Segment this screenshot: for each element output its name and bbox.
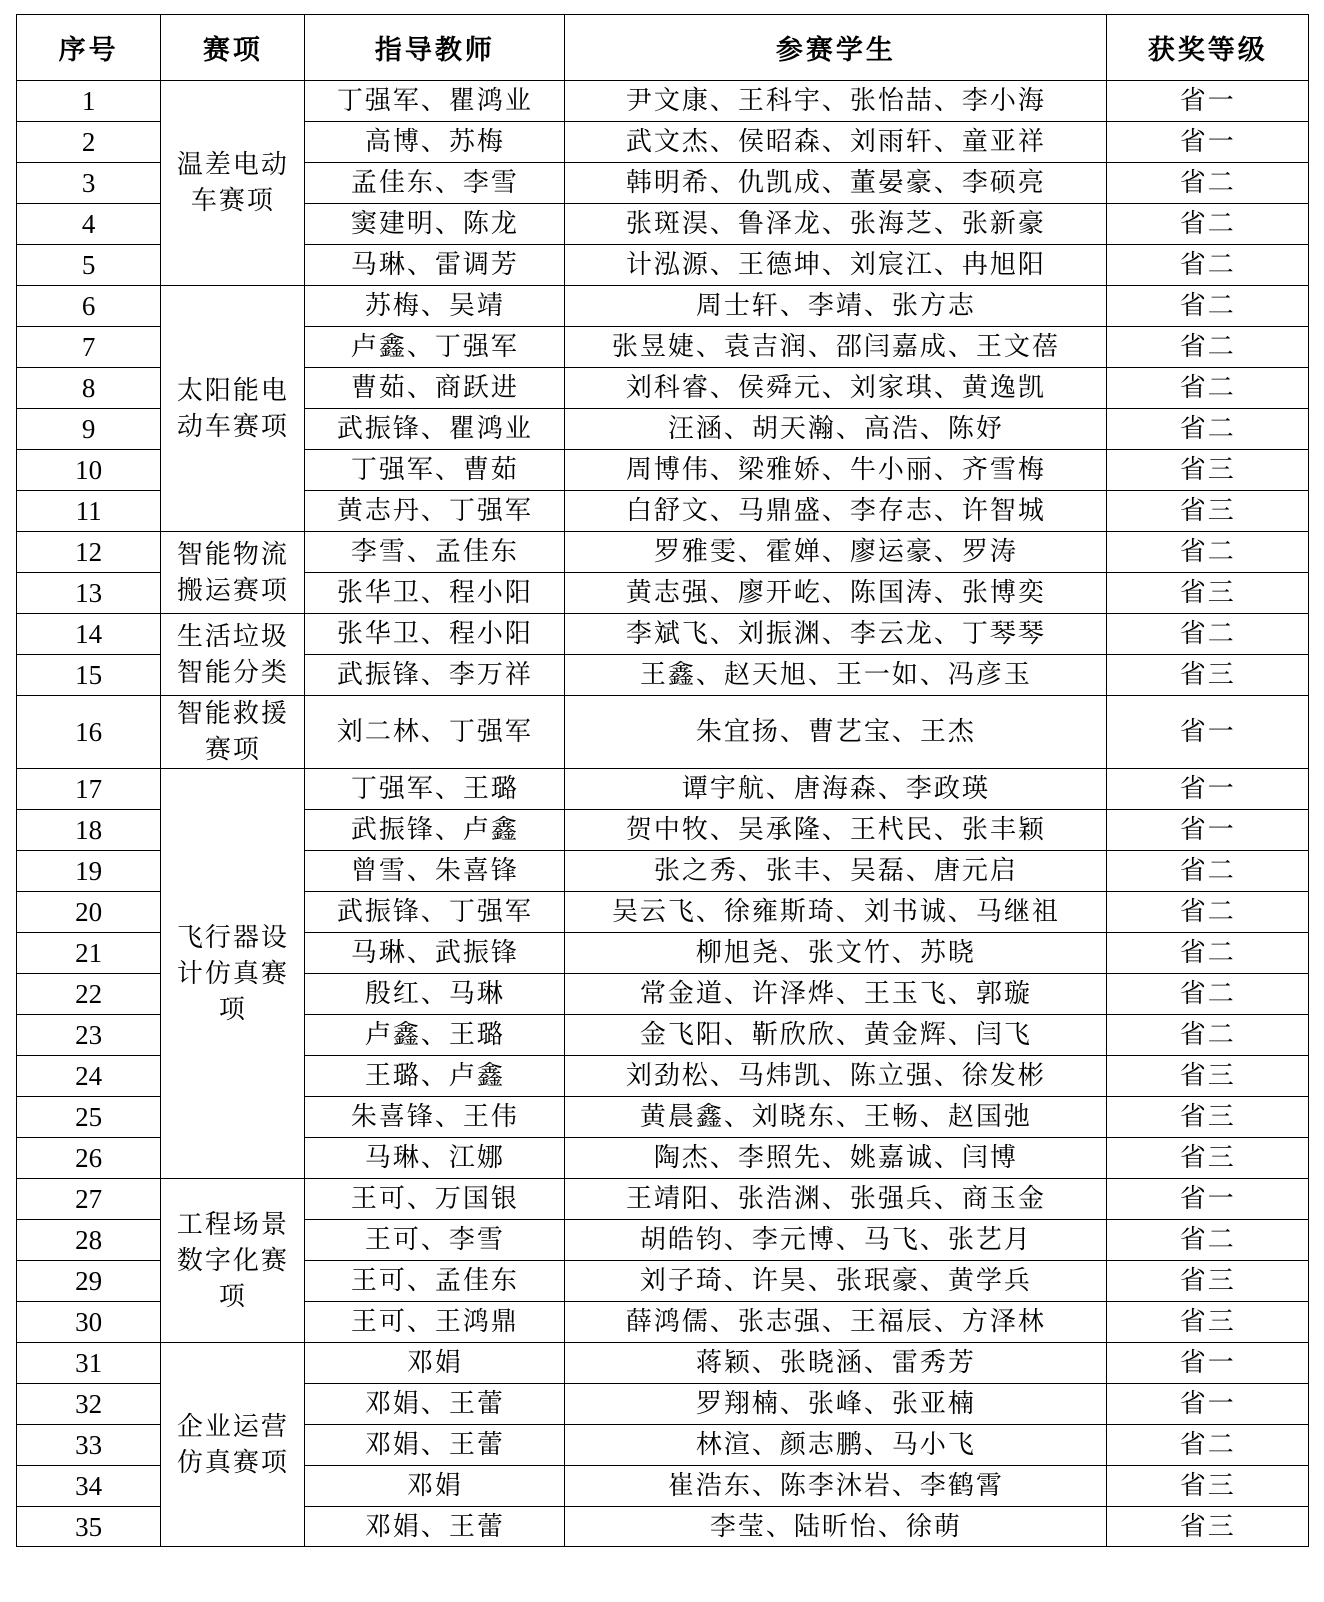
cell-award: 省三 — [1107, 450, 1309, 491]
cell-award: 省二 — [1107, 1220, 1309, 1261]
cell-no: 18 — [17, 810, 161, 851]
cell-students: 崔浩东、陈李沐岩、李鹤霄 — [565, 1466, 1107, 1507]
cell-event: 温差电动车赛项 — [161, 81, 305, 286]
cell-teacher: 张华卫、程小阳 — [305, 573, 565, 614]
cell-students: 李莹、陆昕怡、徐萌 — [565, 1507, 1107, 1547]
cell-no: 13 — [17, 573, 161, 614]
cell-award: 省一 — [1107, 1179, 1309, 1220]
table-row — [17, 1343, 1309, 1384]
award-table — [16, 14, 1309, 1547]
cell-event: 飞行器设计仿真赛项 — [161, 769, 305, 1179]
header-students: 参赛学生 — [565, 15, 1107, 81]
cell-no: 33 — [17, 1425, 161, 1466]
cell-no: 17 — [17, 769, 161, 810]
cell-award: 省三 — [1107, 1302, 1309, 1343]
cell-award: 省一 — [1107, 769, 1309, 810]
cell-teacher: 邓娟、王蕾 — [305, 1384, 565, 1425]
cell-no: 2 — [17, 122, 161, 163]
cell-teacher: 邓娟 — [305, 1466, 565, 1507]
table-row — [17, 286, 1309, 327]
cell-no: 25 — [17, 1097, 161, 1138]
cell-no: 6 — [17, 286, 161, 327]
cell-teacher: 张华卫、程小阳 — [305, 614, 565, 655]
cell-students: 罗翔楠、张峰、张亚楠 — [565, 1384, 1107, 1425]
cell-award: 省一 — [1107, 1343, 1309, 1384]
cell-students: 黄志强、廖开屹、陈国涛、张博奕 — [565, 573, 1107, 614]
cell-teacher: 丁强军、王璐 — [305, 769, 565, 810]
table-body — [17, 81, 1309, 1547]
table-row — [17, 614, 1309, 655]
cell-teacher: 王可、李雪 — [305, 1220, 565, 1261]
cell-award: 省一 — [1107, 122, 1309, 163]
cell-teacher: 武振锋、李万祥 — [305, 655, 565, 696]
cell-teacher: 刘二林、丁强军 — [305, 696, 565, 769]
cell-award: 省二 — [1107, 368, 1309, 409]
cell-no: 3 — [17, 163, 161, 204]
cell-students: 罗雅雯、霍婵、廖运豪、罗涛 — [565, 532, 1107, 573]
cell-teacher: 马琳、雷调芳 — [305, 245, 565, 286]
cell-students: 周博伟、梁雅娇、牛小丽、齐雪梅 — [565, 450, 1107, 491]
table-row — [17, 81, 1309, 122]
cell-students: 蒋颖、张晓涵、雷秀芳 — [565, 1343, 1107, 1384]
cell-teacher: 苏梅、吴靖 — [305, 286, 565, 327]
cell-teacher: 丁强军、瞿鸿业 — [305, 81, 565, 122]
cell-award: 省三 — [1107, 655, 1309, 696]
cell-no: 12 — [17, 532, 161, 573]
cell-teacher: 曾雪、朱喜锋 — [305, 851, 565, 892]
cell-no: 19 — [17, 851, 161, 892]
table-row — [17, 769, 1309, 810]
cell-no: 30 — [17, 1302, 161, 1343]
cell-teacher: 朱喜锋、王伟 — [305, 1097, 565, 1138]
cell-no: 4 — [17, 204, 161, 245]
cell-students: 武文杰、侯昭森、刘雨轩、童亚祥 — [565, 122, 1107, 163]
cell-students: 计泓源、王德坤、刘宸江、冉旭阳 — [565, 245, 1107, 286]
cell-students: 朱宜扬、曹艺宝、王杰 — [565, 696, 1107, 769]
cell-teacher: 王璐、卢鑫 — [305, 1056, 565, 1097]
cell-teacher: 高博、苏梅 — [305, 122, 565, 163]
cell-no: 15 — [17, 655, 161, 696]
cell-no: 8 — [17, 368, 161, 409]
table-row — [17, 1179, 1309, 1220]
cell-award: 省二 — [1107, 851, 1309, 892]
cell-award: 省一 — [1107, 810, 1309, 851]
cell-teacher: 马琳、武振锋 — [305, 933, 565, 974]
cell-teacher: 卢鑫、丁强军 — [305, 327, 565, 368]
table-row — [17, 696, 1309, 769]
cell-teacher: 武振锋、丁强军 — [305, 892, 565, 933]
cell-teacher: 王可、王鸿鼎 — [305, 1302, 565, 1343]
cell-award: 省二 — [1107, 974, 1309, 1015]
cell-teacher: 王可、孟佳东 — [305, 1261, 565, 1302]
cell-no: 7 — [17, 327, 161, 368]
cell-teacher: 李雪、孟佳东 — [305, 532, 565, 573]
header-award: 获奖等级 — [1107, 15, 1309, 81]
cell-no: 26 — [17, 1138, 161, 1179]
cell-teacher: 曹茹、商跃进 — [305, 368, 565, 409]
cell-no: 11 — [17, 491, 161, 532]
cell-teacher: 邓娟、王蕾 — [305, 1425, 565, 1466]
cell-award: 省二 — [1107, 204, 1309, 245]
cell-students: 韩明希、仇凯成、董晏豪、李硕亮 — [565, 163, 1107, 204]
cell-students: 柳旭尧、张文竹、苏晓 — [565, 933, 1107, 974]
cell-students: 李斌飞、刘振渊、李云龙、丁琴琴 — [565, 614, 1107, 655]
cell-students: 王鑫、赵天旭、王一如、冯彦玉 — [565, 655, 1107, 696]
cell-award: 省二 — [1107, 933, 1309, 974]
cell-no: 23 — [17, 1015, 161, 1056]
cell-award: 省三 — [1107, 1138, 1309, 1179]
cell-no: 14 — [17, 614, 161, 655]
cell-no: 24 — [17, 1056, 161, 1097]
cell-no: 10 — [17, 450, 161, 491]
cell-no: 5 — [17, 245, 161, 286]
cell-students: 贺中牧、吴承隆、王杙民、张丰颖 — [565, 810, 1107, 851]
cell-award: 省一 — [1107, 1384, 1309, 1425]
cell-teacher: 丁强军、曹茹 — [305, 450, 565, 491]
cell-award: 省二 — [1107, 245, 1309, 286]
cell-no: 1 — [17, 81, 161, 122]
cell-students: 黄晨鑫、刘晓东、王畅、赵国弛 — [565, 1097, 1107, 1138]
cell-teacher: 殷红、马琳 — [305, 974, 565, 1015]
cell-students: 张之秀、张丰、吴磊、唐元启 — [565, 851, 1107, 892]
cell-students: 胡皓钧、李元博、马飞、张艺月 — [565, 1220, 1107, 1261]
header-row — [17, 15, 1309, 81]
cell-award: 省三 — [1107, 1261, 1309, 1302]
cell-no: 28 — [17, 1220, 161, 1261]
cell-students: 谭宇航、唐海森、李政瑛 — [565, 769, 1107, 810]
cell-teacher: 马琳、江娜 — [305, 1138, 565, 1179]
cell-event: 企业运营仿真赛项 — [161, 1343, 305, 1547]
cell-no: 22 — [17, 974, 161, 1015]
cell-students: 张昱婕、袁吉润、邵闫嘉成、王文蓓 — [565, 327, 1107, 368]
cell-students: 陶杰、李照先、姚嘉诚、闫博 — [565, 1138, 1107, 1179]
cell-award: 省二 — [1107, 327, 1309, 368]
cell-event: 生活垃圾智能分类 — [161, 614, 305, 696]
cell-award: 省二 — [1107, 1425, 1309, 1466]
cell-students: 刘子琦、许昊、张珉豪、黄学兵 — [565, 1261, 1107, 1302]
cell-no: 35 — [17, 1507, 161, 1547]
cell-students: 金飞阳、靳欣欣、黄金辉、闫飞 — [565, 1015, 1107, 1056]
cell-students: 常金道、许泽烨、王玉飞、郭璇 — [565, 974, 1107, 1015]
cell-award: 省二 — [1107, 614, 1309, 655]
cell-event: 智能救援赛项 — [161, 696, 305, 769]
cell-students: 薛鸿儒、张志强、王福辰、方泽林 — [565, 1302, 1107, 1343]
header-teacher: 指导教师 — [305, 15, 565, 81]
cell-award: 省三 — [1107, 573, 1309, 614]
cell-event: 太阳能电动车赛项 — [161, 286, 305, 532]
cell-teacher: 王可、万国银 — [305, 1179, 565, 1220]
cell-award: 省二 — [1107, 163, 1309, 204]
cell-no: 20 — [17, 892, 161, 933]
cell-teacher: 武振锋、卢鑫 — [305, 810, 565, 851]
cell-award: 省三 — [1107, 1097, 1309, 1138]
cell-award: 省三 — [1107, 1466, 1309, 1507]
cell-award: 省三 — [1107, 491, 1309, 532]
cell-students: 吴云飞、徐雍斯琦、刘书诚、马继祖 — [565, 892, 1107, 933]
cell-teacher: 卢鑫、王璐 — [305, 1015, 565, 1056]
cell-students: 刘科睿、侯舜元、刘家琪、黄逸凯 — [565, 368, 1107, 409]
cell-students: 王靖阳、张浩渊、张强兵、商玉金 — [565, 1179, 1107, 1220]
cell-no: 27 — [17, 1179, 161, 1220]
cell-teacher: 邓娟 — [305, 1343, 565, 1384]
cell-teacher: 黄志丹、丁强军 — [305, 491, 565, 532]
cell-students: 周士轩、李靖、张方志 — [565, 286, 1107, 327]
cell-award: 省二 — [1107, 1015, 1309, 1056]
cell-event: 工程场景数字化赛项 — [161, 1179, 305, 1343]
table-row — [17, 532, 1309, 573]
cell-award: 省二 — [1107, 532, 1309, 573]
cell-students: 张斑淏、鲁泽龙、张海芝、张新豪 — [565, 204, 1107, 245]
cell-teacher: 邓娟、王蕾 — [305, 1507, 565, 1547]
cell-award: 省二 — [1107, 409, 1309, 450]
cell-no: 9 — [17, 409, 161, 450]
cell-teacher: 武振锋、瞿鸿业 — [305, 409, 565, 450]
cell-award: 省一 — [1107, 696, 1309, 769]
cell-no: 32 — [17, 1384, 161, 1425]
cell-award: 省三 — [1107, 1056, 1309, 1097]
cell-no: 21 — [17, 933, 161, 974]
cell-event: 智能物流搬运赛项 — [161, 532, 305, 614]
cell-students: 汪涵、胡天瀚、高浩、陈妤 — [565, 409, 1107, 450]
cell-teacher: 窦建明、陈龙 — [305, 204, 565, 245]
cell-no: 29 — [17, 1261, 161, 1302]
header-no: 序号 — [17, 15, 161, 81]
cell-award: 省二 — [1107, 892, 1309, 933]
cell-students: 尹文康、王科宇、张怡喆、李小海 — [565, 81, 1107, 122]
cell-students: 刘劲松、马炜凯、陈立强、徐发彬 — [565, 1056, 1107, 1097]
cell-teacher: 孟佳东、李雪 — [305, 163, 565, 204]
header-event: 赛项 — [161, 15, 305, 81]
cell-students: 白舒文、马鼎盛、李存志、许智城 — [565, 491, 1107, 532]
cell-award: 省二 — [1107, 286, 1309, 327]
cell-no: 34 — [17, 1466, 161, 1507]
cell-no: 16 — [17, 696, 161, 769]
cell-award: 省三 — [1107, 1507, 1309, 1547]
cell-award: 省一 — [1107, 81, 1309, 122]
cell-students: 林渲、颜志鹏、马小飞 — [565, 1425, 1107, 1466]
cell-no: 31 — [17, 1343, 161, 1384]
